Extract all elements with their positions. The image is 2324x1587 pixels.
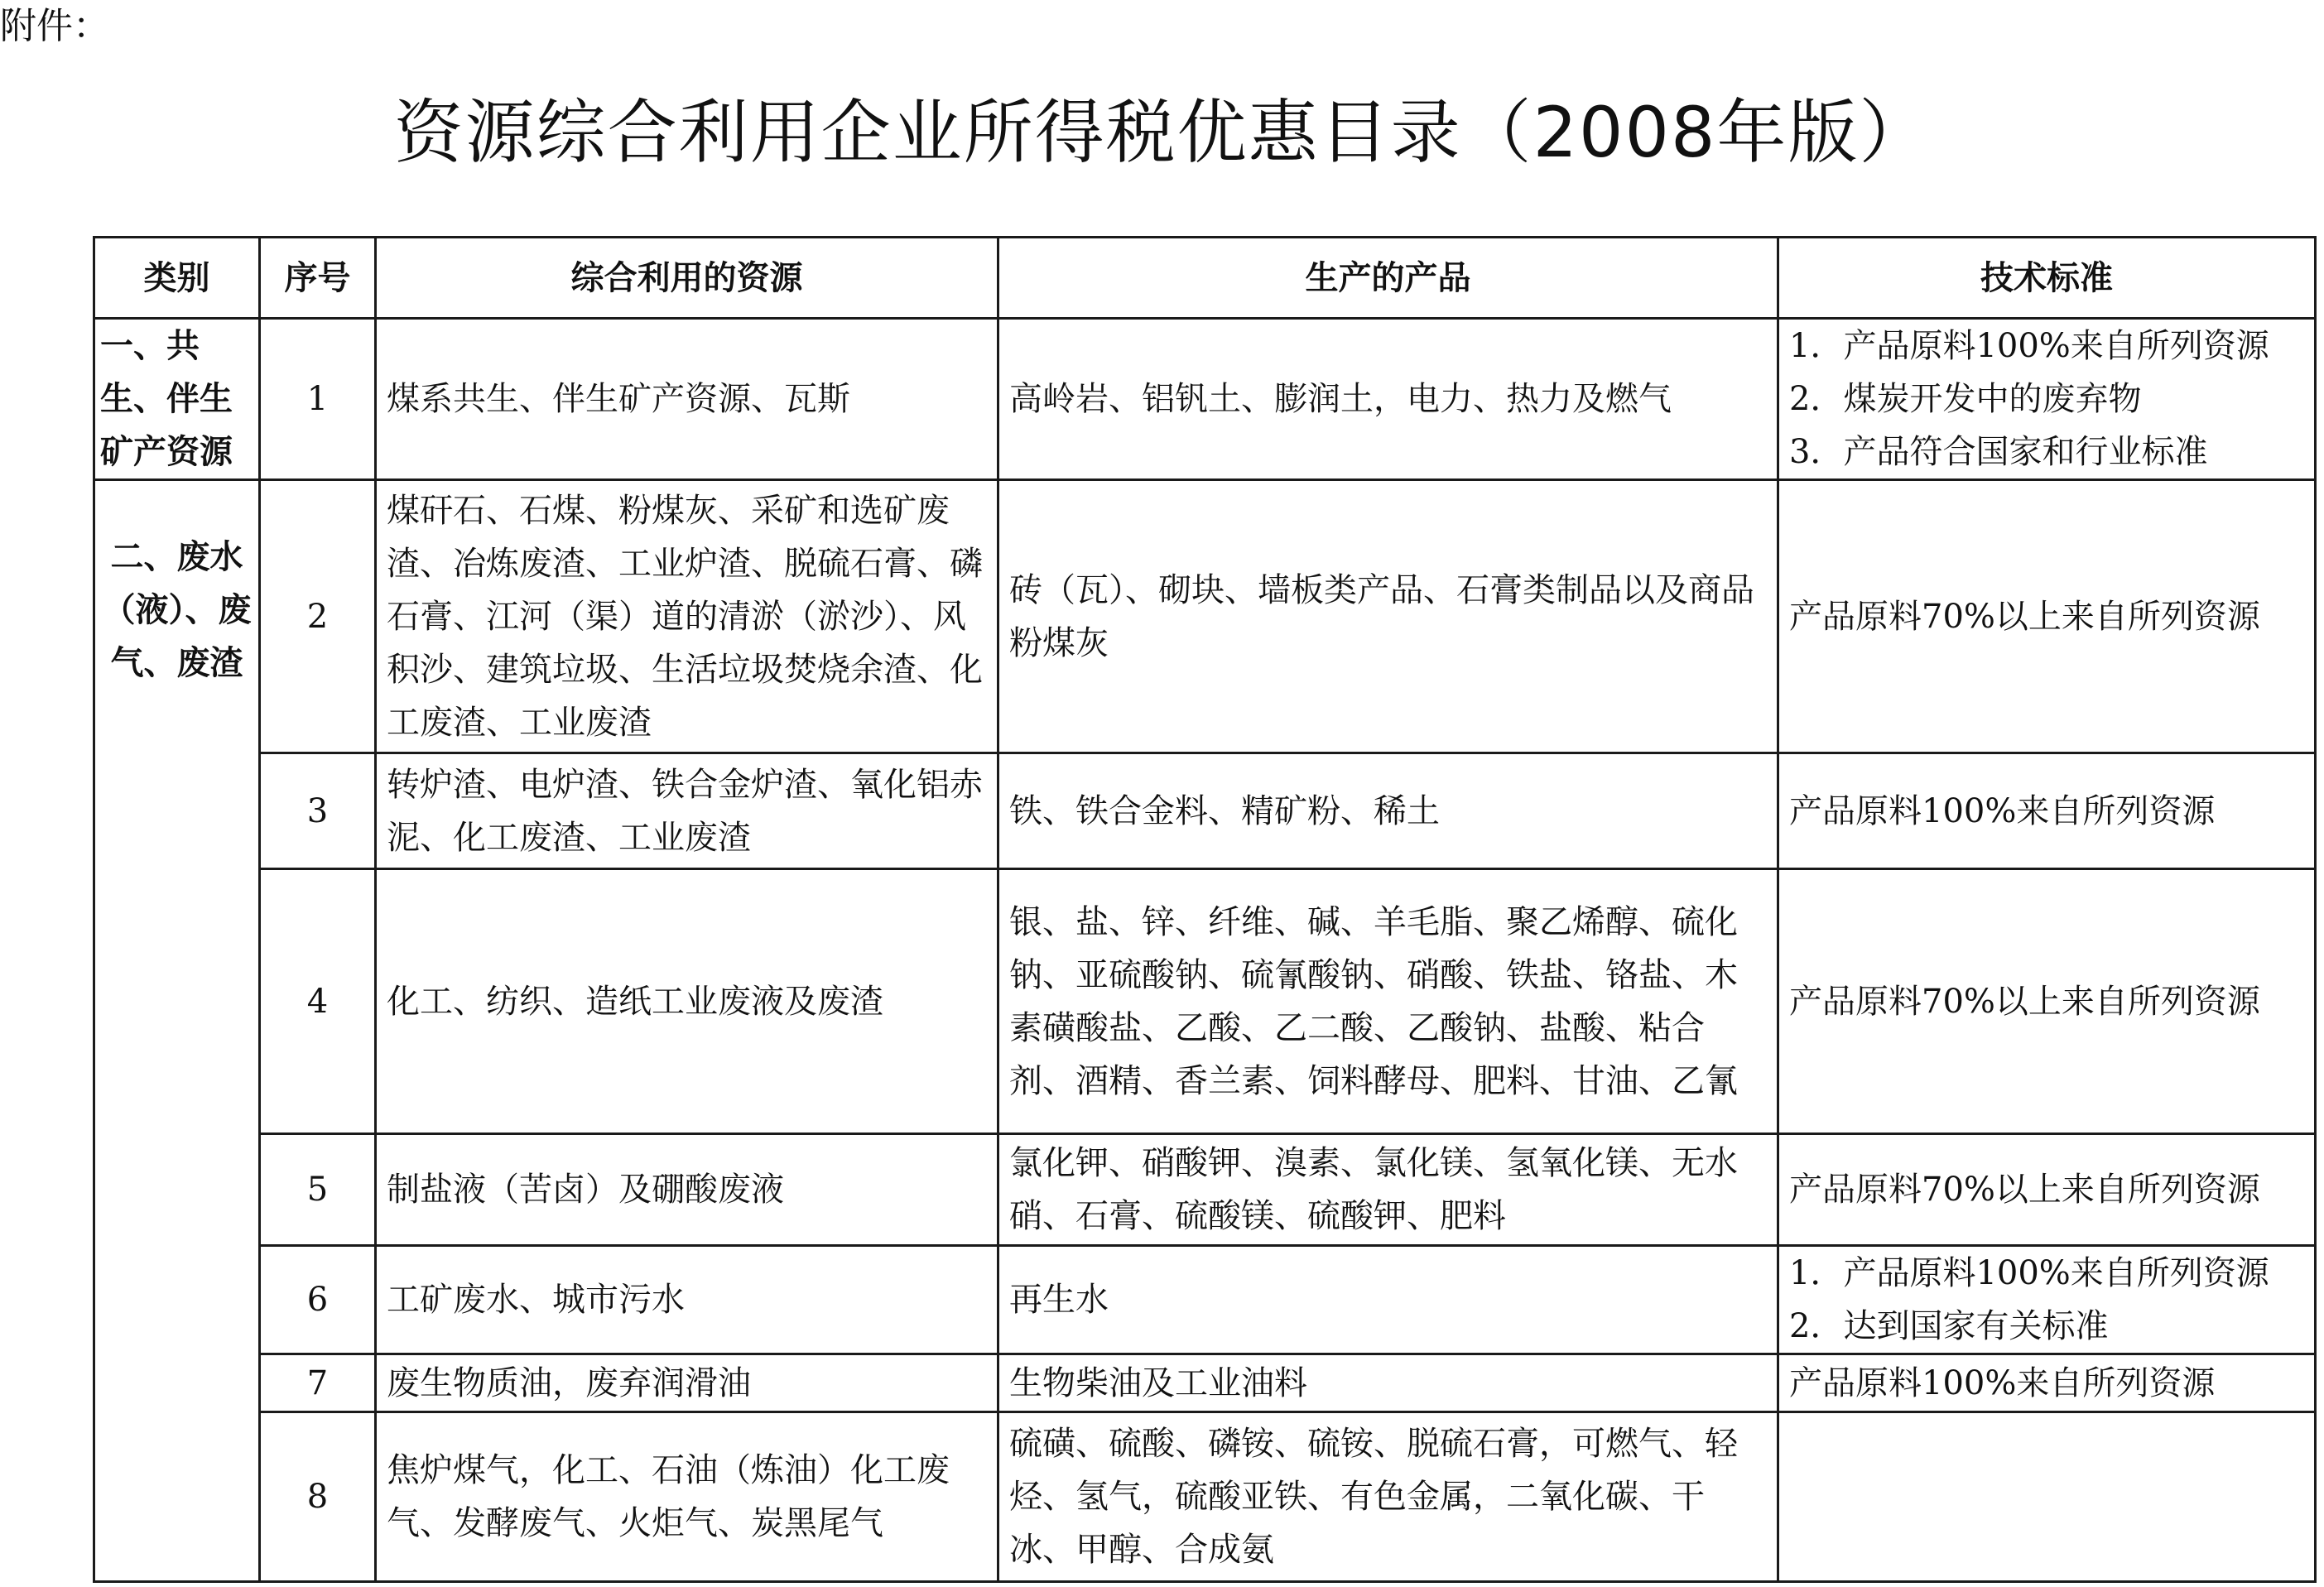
standard-line: 产品原料100%来自所列资源 bbox=[1789, 1363, 2216, 1402]
page-title: 资源综合利用企业所得税优惠目录（2008年版） bbox=[393, 92, 1931, 173]
standard-line: 产品原料70%以上来自所列资源 bbox=[1789, 597, 2260, 636]
standard-cell bbox=[1778, 1134, 2316, 1246]
header-product: 生产的产品 bbox=[998, 238, 1778, 319]
standard-cell bbox=[1778, 869, 2316, 1134]
tax-preference-table bbox=[93, 236, 2317, 1583]
header-resource: 综合利用的资源 bbox=[376, 238, 998, 319]
standard-line: 产品原料100%来自所列资源 bbox=[1789, 791, 2216, 830]
header-category: 类别 bbox=[94, 238, 260, 319]
seq-cell: 8 bbox=[260, 1412, 376, 1582]
table-row bbox=[94, 319, 2316, 480]
resource-cell: 煤矸石、石煤、粉煤灰、采矿和选矿废渣、冶炼废渣、工业炉渣、脱硫石膏、磷石膏、江河（渠）道的清淤（淤沙）、风积沙、建筑垃圾、生活垃圾焚烧余渣、化工废渣、工业废渣 bbox=[376, 480, 998, 753]
product-cell: 硫磺、硫酸、磷铵、硫铵、脱硫石膏，可燃气、轻烃、氢气，硫酸亚铁、有色金属，二氧化碳、干冰、甲醇、合成氨 bbox=[998, 1412, 1778, 1582]
table-row bbox=[94, 869, 2316, 1134]
attachment-label: 附件： bbox=[0, 5, 109, 47]
header-seq: 序号 bbox=[260, 238, 376, 319]
table-row bbox=[94, 753, 2316, 869]
standard-cell bbox=[1778, 753, 2316, 869]
table-row bbox=[94, 480, 2316, 753]
standard-line: 产品原料70%以上来自所列资源 bbox=[1789, 1171, 2260, 1209]
product-cell: 生物柴油及工业油料 bbox=[998, 1354, 1778, 1412]
standard-cell bbox=[1778, 1354, 2316, 1412]
standard-line: 2．达到国家有关标准 bbox=[1789, 1307, 2109, 1345]
product-cell: 高岭岩、铝钒土、膨润土，电力、热力及燃气 bbox=[998, 319, 1778, 480]
standard-line: 1．产品原料100%来自所列资源 bbox=[1789, 1254, 2269, 1292]
seq-cell: 6 bbox=[260, 1246, 376, 1354]
seq-cell: 1 bbox=[260, 319, 376, 480]
header-row bbox=[94, 238, 2316, 319]
standard-cell bbox=[1778, 319, 2316, 480]
product-cell: 砖（瓦）、砌块、墙板类产品、石膏类制品以及商品粉煤灰 bbox=[998, 480, 1778, 753]
standard-line: 产品原料70%以上来自所列资源 bbox=[1789, 982, 2260, 1021]
seq-cell: 2 bbox=[260, 480, 376, 753]
table-row bbox=[94, 1246, 2316, 1354]
resource-cell: 工矿废水、城市污水 bbox=[376, 1246, 998, 1354]
resource-cell: 转炉渣、电炉渣、铁合金炉渣、氧化铝赤泥、化工废渣、工业废渣 bbox=[376, 753, 998, 869]
resource-cell: 煤系共生、伴生矿产资源、瓦斯 bbox=[376, 319, 998, 480]
standard-cell bbox=[1778, 1246, 2316, 1354]
standard-cell bbox=[1778, 480, 2316, 753]
seq-cell: 5 bbox=[260, 1134, 376, 1246]
table-row bbox=[94, 1134, 2316, 1246]
product-cell: 铁、铁合金料、精矿粉、稀土 bbox=[998, 753, 1778, 869]
category-cell: 二、废水（液）、废气、废渣 bbox=[94, 480, 260, 1582]
product-cell: 再生水 bbox=[998, 1246, 1778, 1354]
category-cell: 一、共生、伴生矿产资源 bbox=[94, 319, 260, 480]
table-row bbox=[94, 1412, 2316, 1582]
seq-cell: 7 bbox=[260, 1354, 376, 1412]
product-cell: 银、盐、锌、纤维、碱、羊毛脂、聚乙烯醇、硫化钠、亚硫酸钠、硫氰酸钠、硝酸、铁盐、铬盐、木素磺酸盐、乙酸、乙二酸、乙酸钠、盐酸、粘合剂、酒精、香兰素、饲料酵母、肥料、甘油、乙氰 bbox=[998, 869, 1778, 1134]
resource-cell: 废生物质油，废弃润滑油 bbox=[376, 1354, 998, 1412]
seq-cell: 4 bbox=[260, 869, 376, 1134]
table-row bbox=[94, 1354, 2316, 1412]
seq-cell: 3 bbox=[260, 753, 376, 869]
resource-cell: 制盐液（苦卤）及硼酸废液 bbox=[376, 1134, 998, 1246]
standard-line: 1．产品原料100%来自所列资源 bbox=[1789, 327, 2269, 365]
product-cell: 氯化钾、硝酸钾、溴素、氯化镁、氢氧化镁、无水硝、石膏、硫酸镁、硫酸钾、肥料 bbox=[998, 1134, 1778, 1246]
resource-cell: 化工、纺织、造纸工业废液及废渣 bbox=[376, 869, 998, 1134]
standard-cell bbox=[1778, 1412, 2316, 1582]
standard-line: 3．产品符合国家和行业标准 bbox=[1789, 433, 2208, 471]
header-standard: 技术标准 bbox=[1778, 238, 2316, 319]
standard-line: 2．煤炭开发中的废弃物 bbox=[1789, 380, 2142, 418]
resource-cell: 焦炉煤气，化工、石油（炼油）化工废气、发酵废气、火炬气、炭黑尾气 bbox=[376, 1412, 998, 1582]
